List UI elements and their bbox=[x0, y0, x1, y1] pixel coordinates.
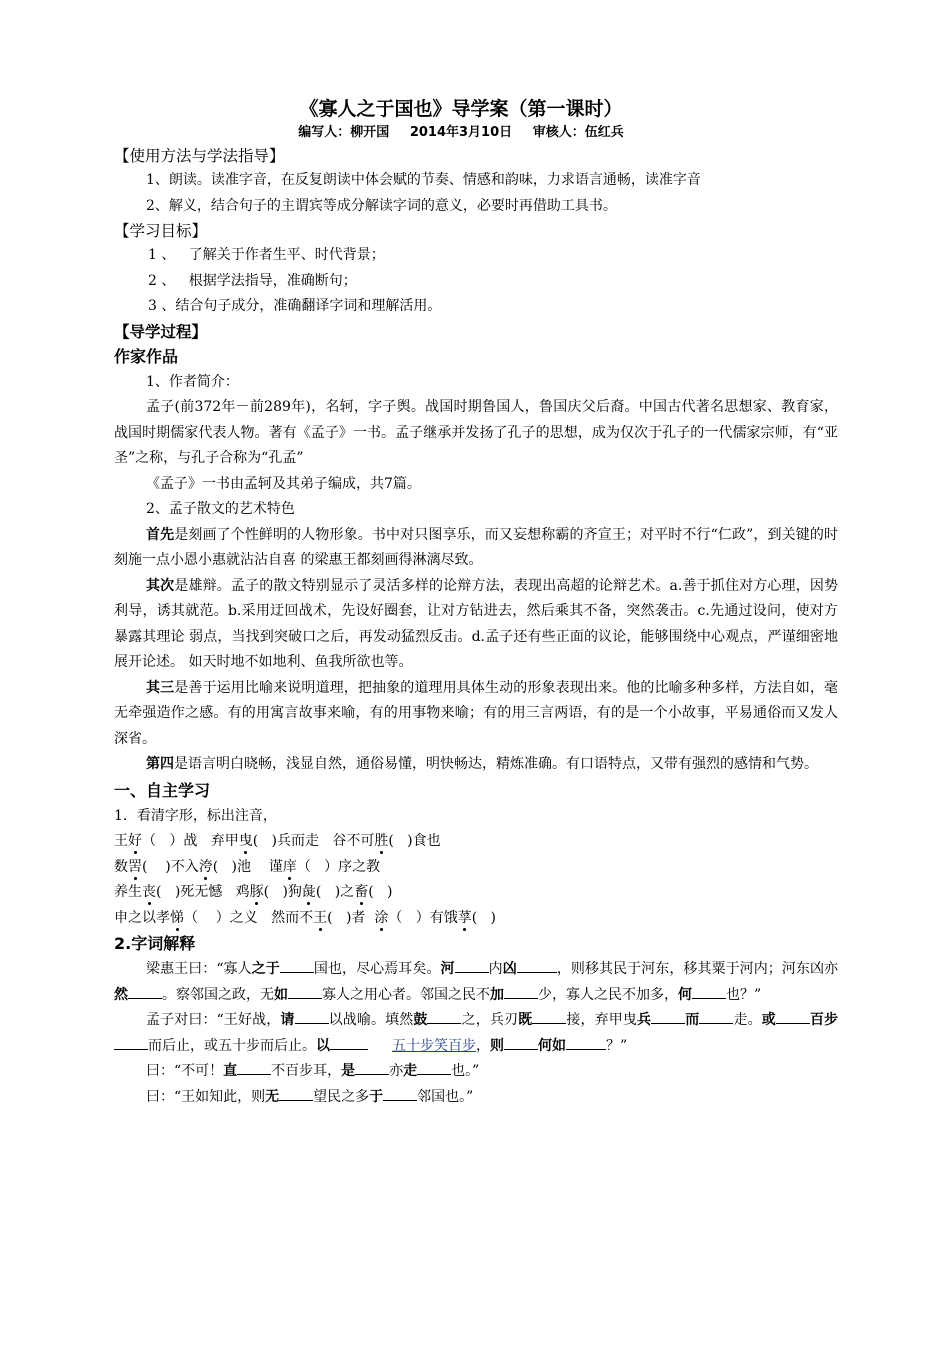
passage-paragraph-3: 曰：“不可！直 不百步耳，是 亦走 也。” bbox=[114, 1059, 838, 1085]
document-page bbox=[114, 96, 838, 1110]
passage-paragraph-4: 曰：“王如知此，则无 望民之多于 邻国也。” bbox=[114, 1085, 838, 1111]
self-study-heading: 一、自主学习 bbox=[114, 780, 211, 800]
answer-blank[interactable] bbox=[651, 1009, 685, 1024]
paragraph-text: 是雄辩。孟子的散文特别显示了灵活多样的论辩方法，表现出高超的论辩艺术。a.善于抓住对方心理，因势利导，诱其就范。b.采用迂回战术，先设好圈套，让对方钻进去，然后乘其不备，突然袭击。c.先通过设问，使对方暴露其理论 弱点，当找到突破口之后，再发动猛烈反击。d.孟子还有些正面的议论，能够围绕中心观点，严谨细密地展开论述。 如天时地不如地利、鱼我所欲也等。 bbox=[114, 577, 839, 670]
answer-blank[interactable] bbox=[417, 1060, 451, 1075]
answer-blank[interactable] bbox=[330, 1035, 368, 1050]
answer-blank[interactable] bbox=[699, 1009, 733, 1024]
answer-blank[interactable] bbox=[114, 1035, 148, 1050]
works-heading: 作家作品 bbox=[114, 346, 179, 366]
method-heading: 【使用方法与学法指导】 bbox=[114, 147, 285, 165]
author: 编写人：柳开国 bbox=[298, 125, 390, 140]
answer-blank[interactable] bbox=[288, 984, 322, 999]
lead-word: 其次 bbox=[146, 577, 175, 594]
paragraph-text: 是刻画了个性鲜明的人物形象。书中对只图享乐，而又妄想称霸的齐宣王；对平时不行“仁政”，到关键的时刻施一点小恩小惠就沾沾自喜 的梁惠王都刻画得淋漓尽致。 bbox=[114, 526, 839, 568]
goal-item: 2 、 根据学法指导，准确断句； bbox=[148, 272, 357, 289]
date: 2014年3月10日 bbox=[409, 125, 513, 140]
lead-word: 首先 bbox=[146, 526, 175, 543]
answer-blank[interactable] bbox=[355, 1060, 389, 1075]
answer-blank[interactable] bbox=[532, 1009, 566, 1024]
answer-blank[interactable] bbox=[383, 1086, 417, 1101]
book-paragraph: 《孟子》一书由孟轲及其弟子编成，共7篇。 bbox=[146, 475, 421, 492]
lead-word: 第四 bbox=[146, 756, 174, 772]
question-1: 1．看清字形，标出注音， bbox=[114, 807, 277, 824]
answer-blank[interactable] bbox=[279, 1086, 313, 1101]
answer-blank[interactable] bbox=[504, 1035, 538, 1050]
process-heading: 【导学过程】 bbox=[114, 322, 208, 341]
reviewer: 审核人：伍红兵 bbox=[532, 125, 624, 140]
question-2-heading: 2.字词解释 bbox=[114, 934, 196, 953]
art-paragraph-4 bbox=[114, 752, 838, 778]
answer-blank[interactable] bbox=[517, 958, 557, 973]
answer-blank[interactable] bbox=[128, 984, 162, 999]
bio-paragraph: 孟子(前372年－前289年)，名轲，字子舆。战国时期鲁国人，鲁国庆父后裔。中国古代著名思想家、教育家，战国时期儒家代表人物。著有《孟子》一书。孟子继承并发扬了孔子的思想，成为仅次于孔子的一代儒家宗师，有“亚圣”之称，与孔子合称为“孔孟” bbox=[114, 399, 838, 466]
goal-item: 3 、结合句子成分，准确翻译字词和理解活用。 bbox=[148, 298, 442, 314]
answer-blank[interactable] bbox=[566, 1035, 606, 1050]
lead-word: 其三 bbox=[146, 679, 175, 696]
method-item: 2、解义，结合句子的主谓宾等成分解读字词的意义，必要时再借助工具书。 bbox=[146, 197, 617, 214]
answer-blank[interactable] bbox=[692, 984, 726, 999]
answer-blank[interactable] bbox=[455, 958, 489, 973]
passage-paragraph-1: 梁惠王曰：“寡人之于 国也，尽心焉耳矣。河 内凶 ，则移其民于河东，移其粟于河内；河东凶亦然 。察邻国之政，无如 寡人之用心者。邻国之民不加 少，寡人之民不加多，何 也？” bbox=[114, 957, 838, 1008]
intro-label: 1、作者简介： bbox=[146, 373, 239, 390]
answer-blank[interactable] bbox=[237, 1060, 271, 1075]
goal-item: 1 、 了解关于作者生平、时代背景； bbox=[148, 247, 385, 263]
pinyin-row: 申之以孝悌（ ）之义 然而不王( )者 涂（ ）有饿莩( ) bbox=[114, 909, 496, 926]
answer-blank[interactable] bbox=[427, 1009, 461, 1024]
answer-blank[interactable] bbox=[504, 984, 538, 999]
pinyin-row: 养生丧( )死无憾 鸡豚( )狗彘( )之畜( ) bbox=[114, 884, 393, 900]
answer-blank[interactable] bbox=[280, 958, 314, 973]
answer-blank[interactable] bbox=[776, 1009, 810, 1024]
art-paragraph-1 bbox=[114, 523, 838, 574]
art-paragraph-2 bbox=[114, 574, 838, 676]
page-title: 《寡人之于国也》导学案（第一课时） bbox=[299, 98, 623, 120]
answer-blank[interactable] bbox=[295, 1009, 329, 1024]
paragraph-text: 是语言明白晓畅，浅显自然，通俗易懂，明快畅达，精炼准确。有口语特点，又带有强烈的感情和气势。 bbox=[174, 756, 818, 772]
pinyin-row: 数罟( )不入洿( )池 谨庠（ ）序之教 bbox=[114, 858, 381, 875]
idiom-link[interactable]: 五十步笑百步 bbox=[392, 1037, 476, 1054]
passage-paragraph-2: 孟子对曰：“王好战，请 以战喻。填然鼓 之，兵刃既 接，弃甲曳兵 而 走。或 百步而后止，或五十步而后止。以 五十步笑百步，则 何如 ？” bbox=[114, 1008, 838, 1059]
art-paragraph-3 bbox=[114, 676, 838, 753]
method-item: 1、朗读。读准字音，在反复朗读中体会赋的节奏、情感和韵味，力求语言通畅，读准字音 bbox=[146, 172, 701, 188]
goals-heading: 【学习目标】 bbox=[114, 222, 208, 240]
byline bbox=[84, 122, 838, 144]
art-label: 2、孟子散文的艺术特色 bbox=[146, 501, 295, 517]
paragraph-text: 是善于运用比喻来说明道理，把抽象的道理用具体生动的形象表现出来。他的比喻多种多样，方法自如，毫无牵强造作之感。有的用寓言故事来喻，有的用事物来喻；有的用三言两语，有的是一个小故事，平易通俗而又发人深省。 bbox=[114, 679, 838, 747]
pinyin-row: 王好（ ）战 弃甲曳( )兵而走 谷不可胜( )食也 bbox=[114, 833, 441, 849]
